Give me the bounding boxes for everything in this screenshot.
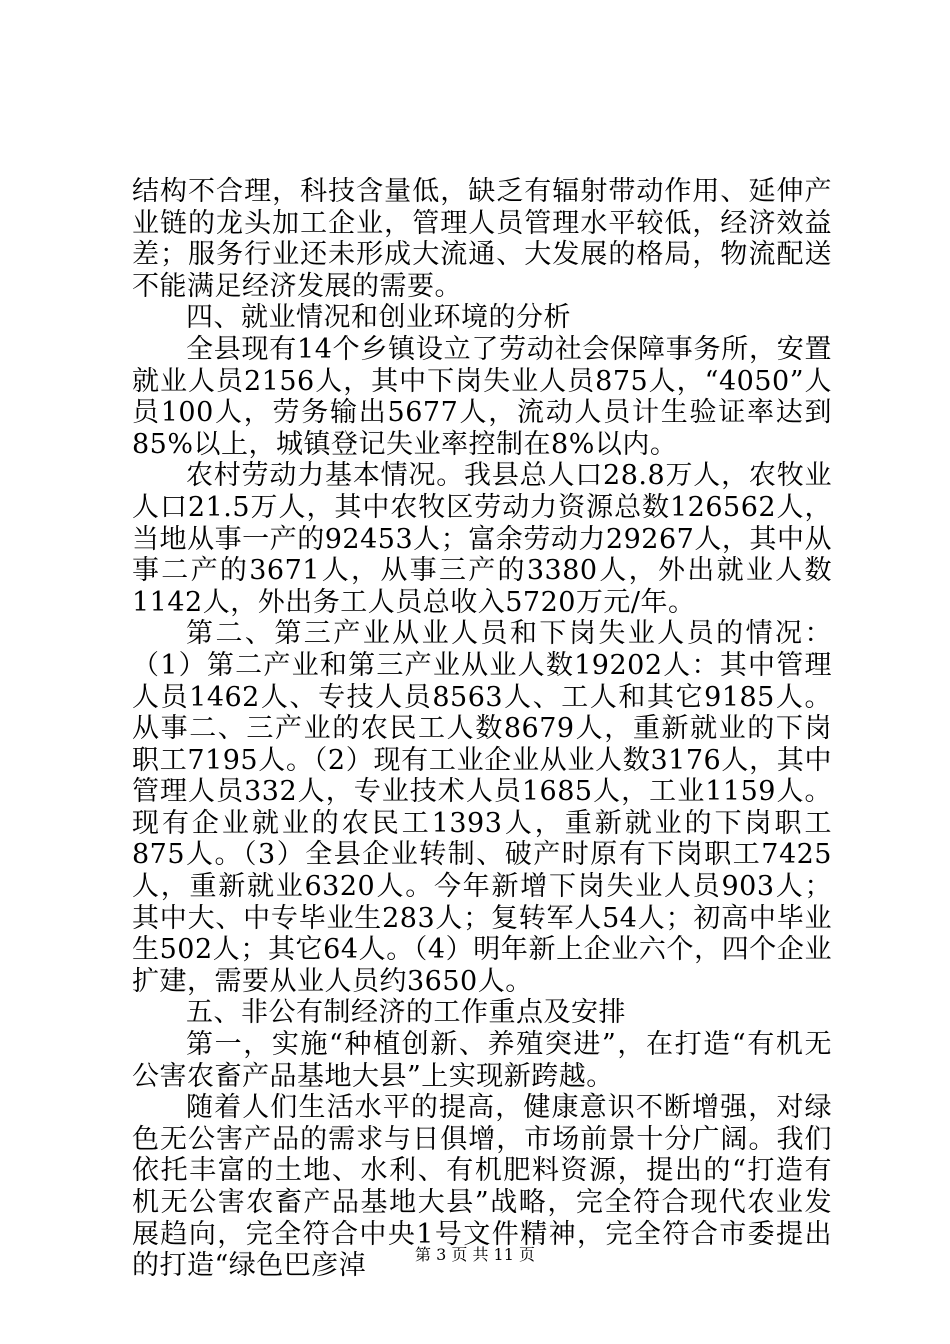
paragraph-rural-labor: 农村劳动力基本情况。我县总人口28.8万人，农牧业人口21.5万人，其中农牧区劳动力资源总数126562人，当地从事一产的92453人；富余劳动力29267人，其中从事二产的3671人，从事三产的3380人，外出就业人数1142人，外出务工人员总收入5720万元/年。 [132, 460, 832, 618]
paragraph-industry-workers: 第二、第三产业从业人员和下岗失业人员的情况：（1）第二产业和第三产业从业人数19202人：其中管理人员1462人、专技人员8563人、工人和其它9185人。从事二、三产业的农民工人数8679人，重新就业的下岗职工7195人。（2）现有工业企业从业人数3176人，其中管理人员332人，专业技术人员1685人，工业1159人。现有企业就业的农民工1393人，重新就业的下岗职工875人。（3）全县企业转制、破产时原有下岗职工7425人，重新就业6320人。今年新增下岗失业人员903人；其中大、中专毕业生283人；复转军人54人；初高中毕业生502人；其它64人。（4）明年新上企业六个，四个企业扩建，需要从业人员约3650人。 [132, 618, 832, 997]
document-body [132, 176, 832, 1282]
paragraph-1: 结构不合理，科技含量低，缺乏有辐射带动作用、延伸产业链的龙头加工企业，管理人员管理水平较低，经济效益差；服务行业还未形成大流通、大发展的格局，物流配送不能满足经济发展的需要。 [132, 176, 832, 302]
page-number-footer: 第 3 页 共 11 页 [415, 1245, 535, 1264]
section-heading-priorities: 五、非公有制经济的工作重点及安排 [186, 997, 626, 1029]
section-heading-employment: 四、就业情况和创业环境的分析 [186, 302, 571, 334]
paragraph-employment-overview: 全县现有14个乡镇设立了劳动社会保障事务所，安置就业人员2156人，其中下岗失业人员875人，“4050”人员100人，劳务输出5677人，流动人员计生验证率达到85%以上，城镇登记失业率控制在8%以内。 [132, 333, 832, 460]
paragraph-first-priority: 第一，实施“种植创新、养殖突进”，在打造“有机无公害农畜产品基地大县”上实现新跨越。 [132, 1029, 832, 1092]
paragraph-green-products: 随着人们生活水平的提高，健康意识不断增强，对绿色无公害产品的需求与日俱增，市场前景十分广阔。我们依托丰富的土地、水利、有机肥料资源，提出的“打造有机无公害农畜产品基地大县”战略，完全符合现代农业发展趋向，完全符合中央1号文件精神，完全符合市委提出的打造“绿色巴彦淖 [132, 1092, 832, 1282]
